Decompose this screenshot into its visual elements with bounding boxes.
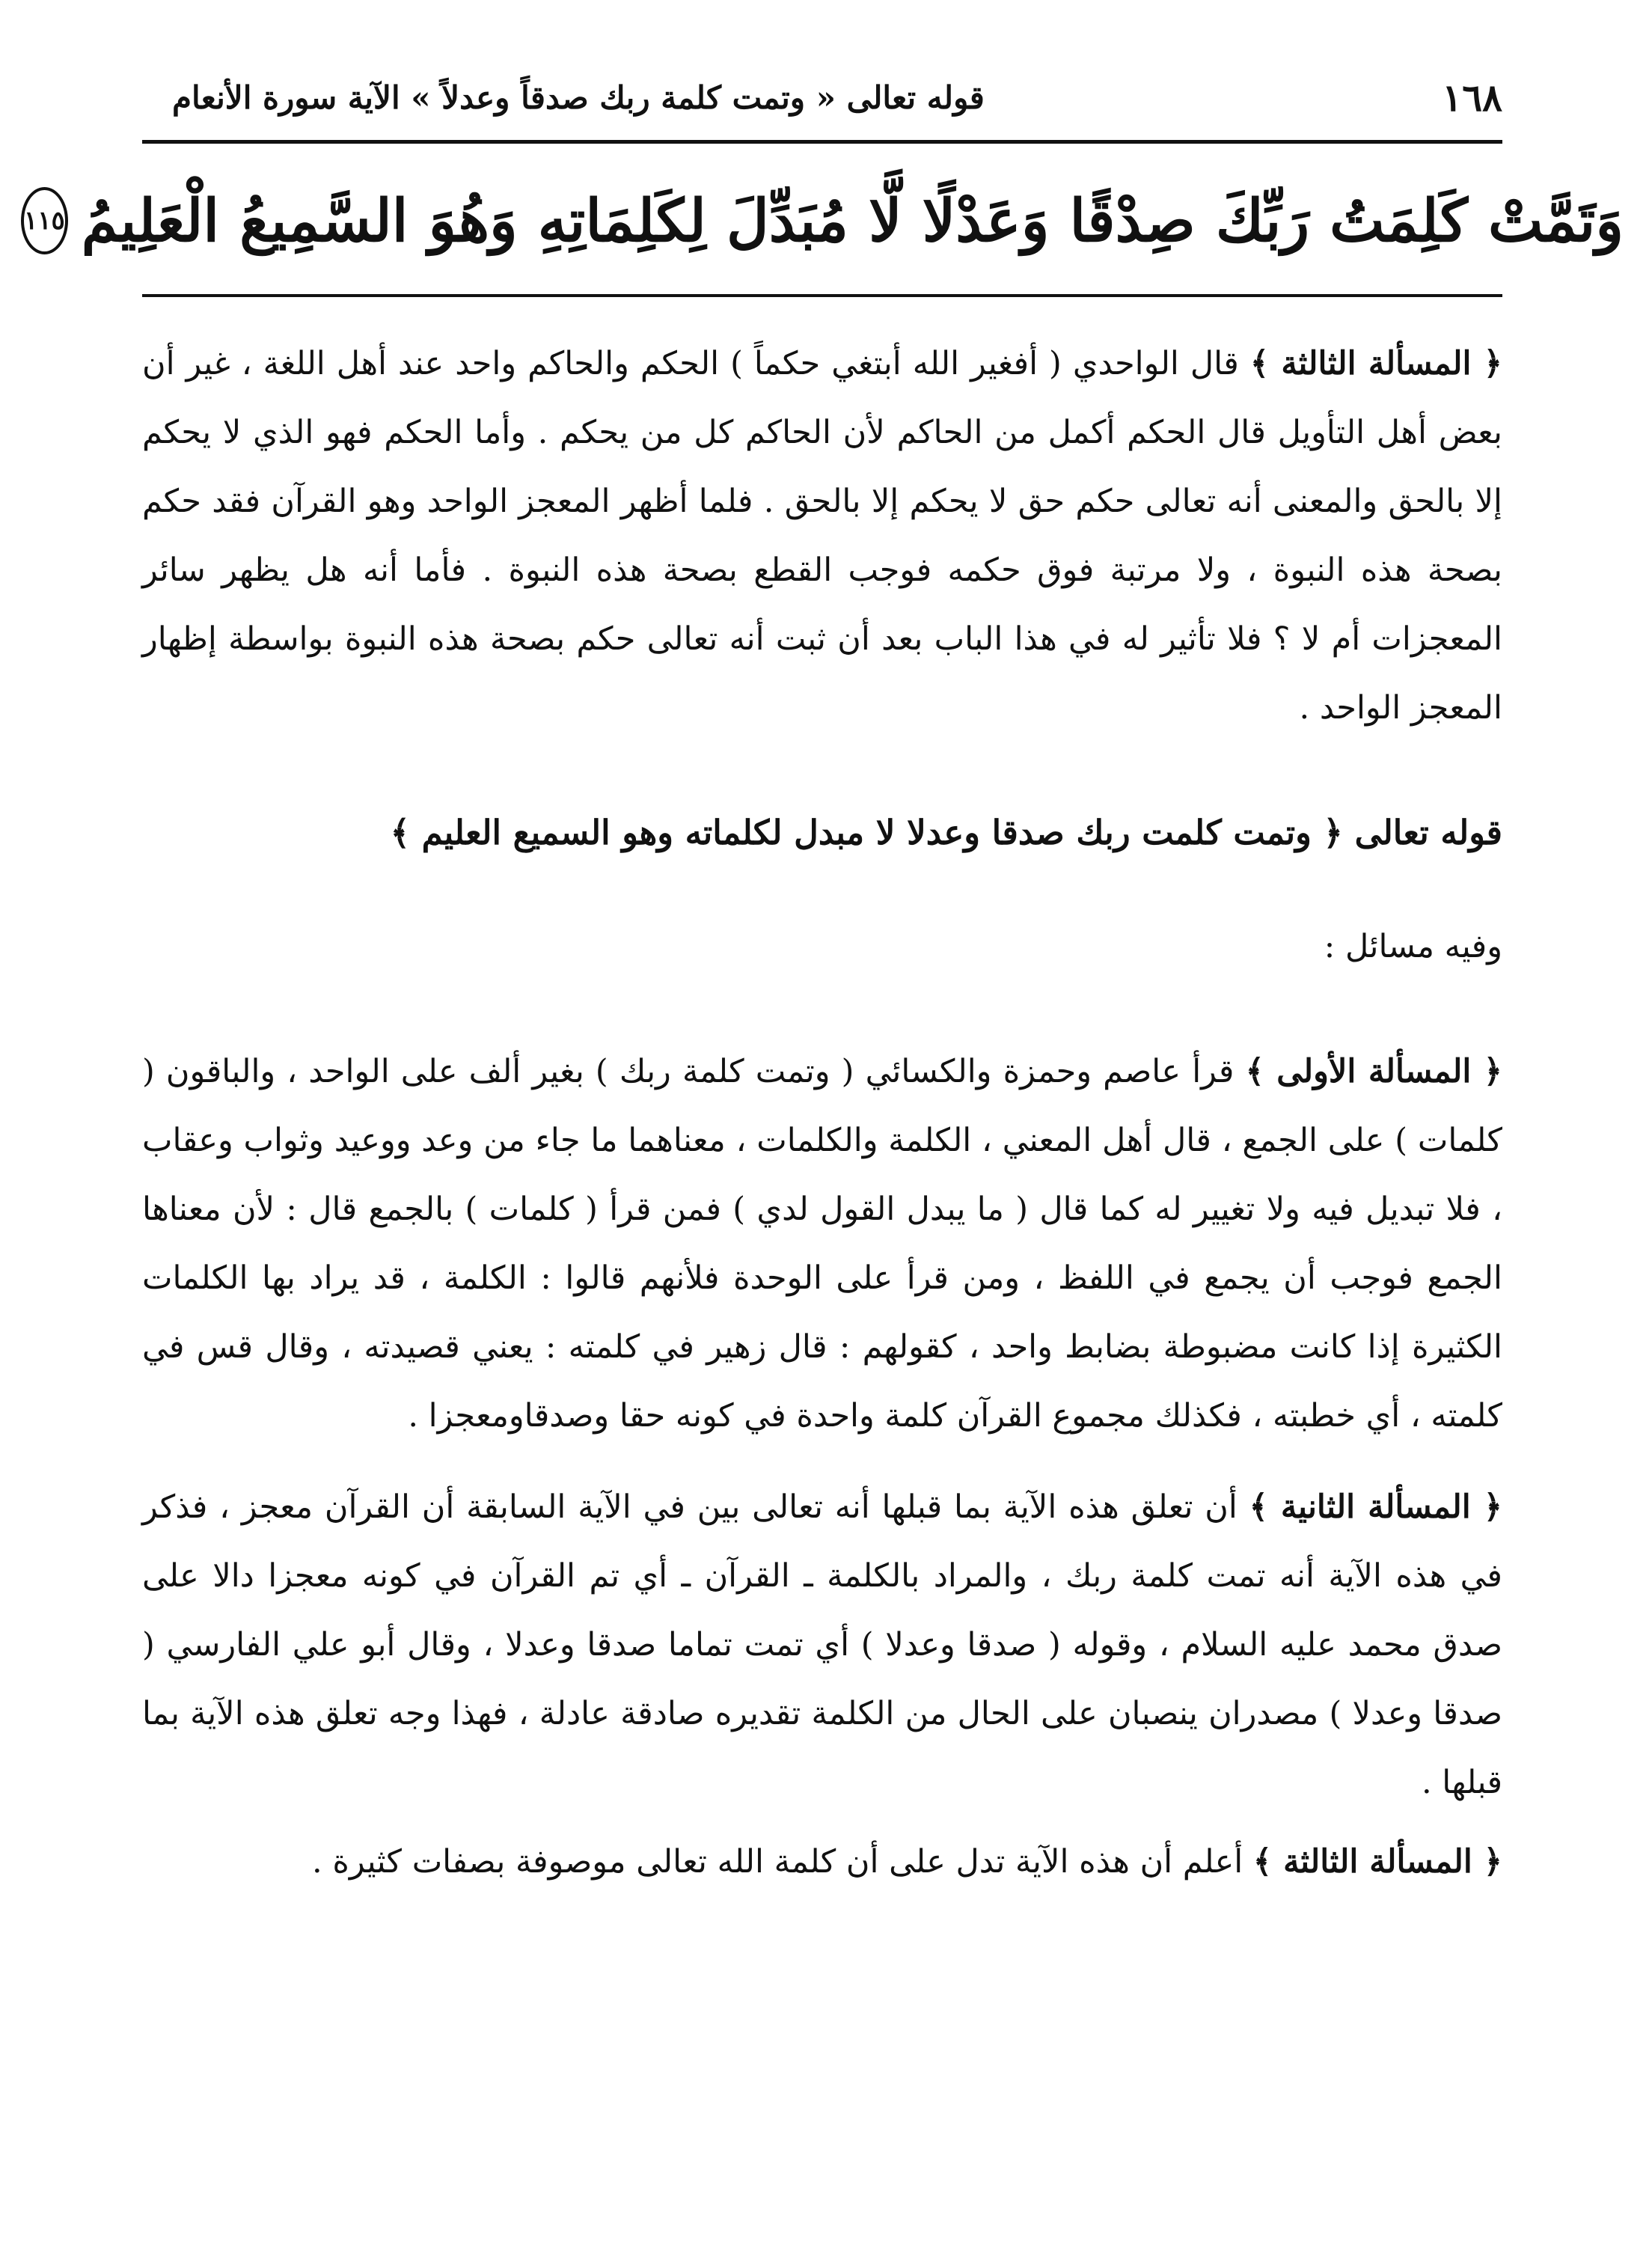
paragraph-text: أن تعلق هذه الآية بما قبلها أنه تعالى بين في الآية السابقة أن القرآن معجز ، فذكر في هذه الآية أنه تمت كلمة ربك ، والمراد بالكلمة ـ القرآن ـ أي تم القرآن في كونه معجزا دالا على صدق محمد عليه السلام ، وقوله ( صدقا وعدلا ) أي تمت تماما صدقا وعدلا ، وقال أبو علي الفارسي ( صدقا وعدلا ) مصدران ينصبان على الحال من الكلمة تقديره صادقة عادلة ، فهذا وجه تعلق هذه الآية بما قبلها .: [142, 1488, 1502, 1801]
verse-quote-text: قوله تعالى ﴿ وتمت كلمت ربك صدقا وعدلا لا مبدل لكلماته وهو السميع العليم ﴾: [390, 813, 1502, 852]
running-title: قوله تعالى « وتمت كلمة ربك صدقاً وعدلاً » الآية سورة الأنعام: [172, 79, 985, 116]
page-number: ١٦٨: [1442, 75, 1502, 120]
verse-number-marker: [21, 187, 68, 254]
commentary-body: [142, 329, 1502, 1896]
paragraph-second-issue: [142, 1473, 1502, 1817]
issue-heading: ﴿ المسألة الثالثة ﴾: [1252, 1843, 1502, 1881]
verse-quote-heading: [142, 798, 1502, 867]
verse-number: ١١٥: [23, 206, 65, 236]
paragraph-text: أعلم أن هذه الآية تدل على أن كلمة الله تعالى موصوفة بصفات كثيرة .: [312, 1843, 1253, 1881]
paragraph-text: قال الواحدي ( أفغير الله أبتغي حكماً ) الحكم والحاكم واحد عند أهل اللغة ، غير أن بعض أهل التأويل قال الحكم أكمل من الحاكم لأن الحاكم كل من يحكم . وأما الحكم فهو الذي لا يحكم إلا بالحق والمعنى أنه تعالى حكم حق لا يحكم إلا بالحق . فلما أظهر المعجز الواحد وهو القرآن فقد حكم بصحة هذه النبوة ، ولا مرتبة فوق حكمه فوجب القطع بصحة هذه النبوة . فأما أنه هل يظهر سائر المعجزات أم لا ؟ فلا تأثير له في هذا الباب بعد أن ثبت أنه تعالى حكم بصحة هذه النبوة بواسطة إظهار المعجز الواحد .: [142, 345, 1502, 727]
issues-intro-text: وفيه مسائل :: [1324, 928, 1502, 965]
paragraph-third-issue: [142, 1827, 1502, 1896]
header-rule: [142, 140, 1502, 144]
issues-intro: [142, 912, 1502, 981]
verse-rule: [142, 294, 1502, 297]
paragraph-first-issue: [142, 1037, 1502, 1450]
quran-verse: [23, 157, 1624, 284]
issue-heading: ﴿ المسألة الأولى ﴾: [1245, 1053, 1502, 1090]
page-header: [142, 67, 1502, 127]
verse-text: وَتَمَّتْ كَلِمَتُ رَبِّكَ صِدْقًا وَعَدْلًا لَّا مُبَدِّلَ لِكَلِمَاتِهِ وَهُوَ السَّمِيعُ الْعَلِيمُ: [81, 186, 1624, 255]
issue-heading: ﴿ المسألة الثانية ﴾: [1249, 1488, 1503, 1526]
paragraph-third-issue-prev: [142, 329, 1502, 742]
issue-heading: ﴿ المسألة الثالثة ﴾: [1249, 345, 1502, 382]
paragraph-text: قرأ عاصم وحمزة والكسائي ( وتمت كلمة ربك ) بغير ألف على الواحد ، والباقون ( كلمات ) على الجمع ، قال أهل المعني ، الكلمة والكلمات ، معناهما ما جاء من وعد ووعيد وثواب وعقاب ، فلا تبديل فيه ولا تغيير له كما قال ( ما يبدل القول لدي ) فمن قرأ ( كلمات ) بالجمع قال : لأن معناها الجمع فوجب أن يجمع في اللفظ ، ومن قرأ على الوحدة فلأنهم قالوا : الكلمة ، قد يراد بها الكلمات الكثيرة إذا كانت مضبوطة بضابط واحد ، كقولهم : قال زهير في كلمته : يعني قصيدته ، وقال قس في كلمته ، أي خطبته ، فكذلك مجموع القرآن كلمة واحدة في كونه حقا وصدقاومعجزا .: [142, 1053, 1502, 1435]
